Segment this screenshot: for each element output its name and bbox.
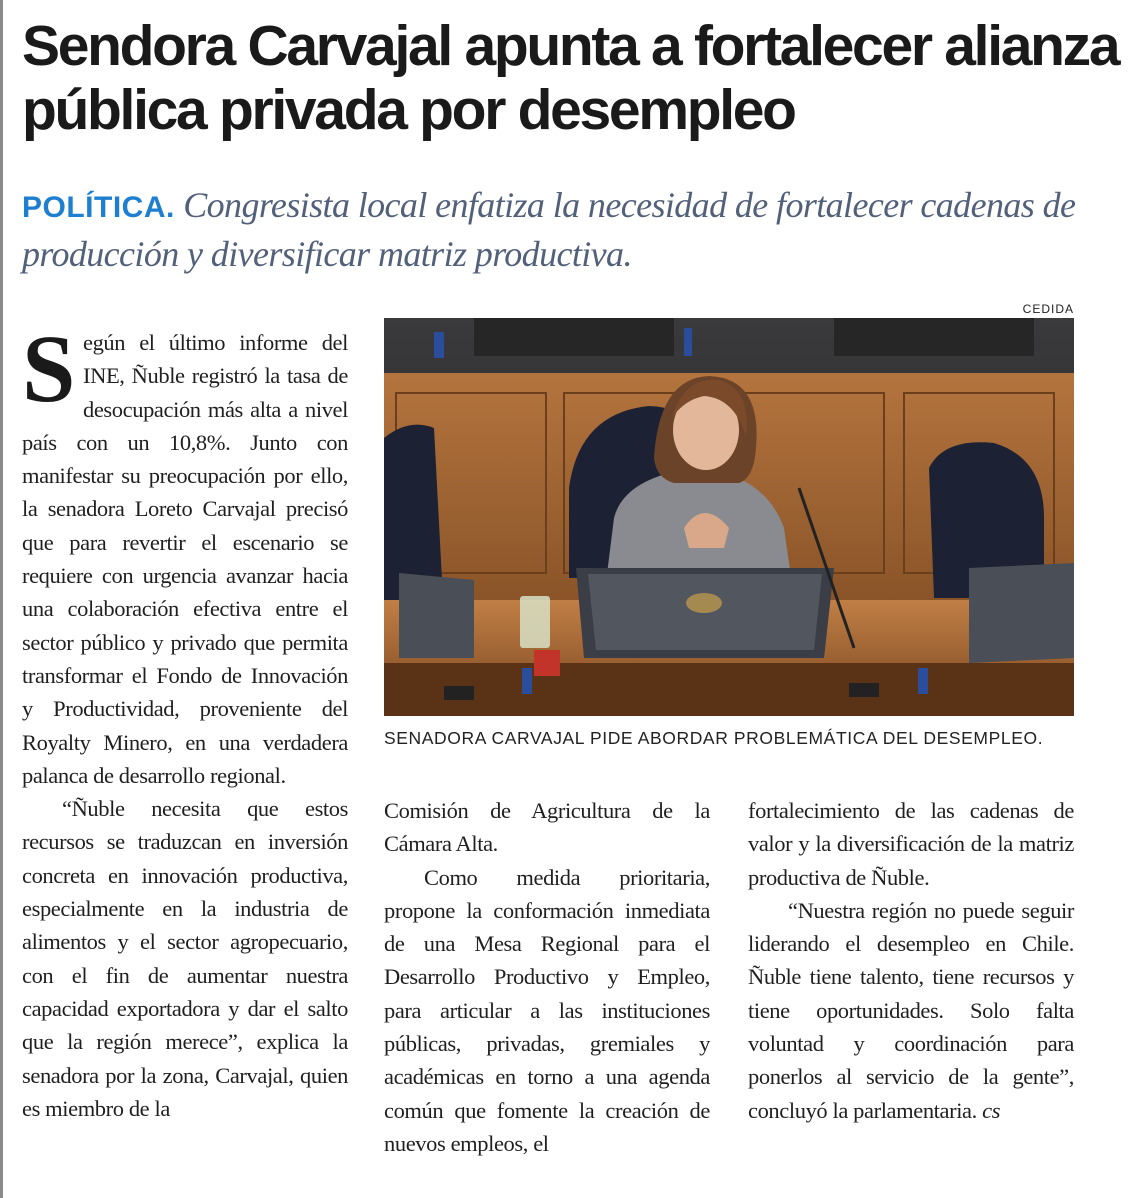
photo-caption: SENADORA CARVAJAL PIDE ABORDAR PROBLEMÁTICA DEL DESEMPLEO.	[384, 728, 1044, 748]
deck	[22, 182, 1122, 277]
end-mark: cs	[982, 1097, 1001, 1123]
body-column-3	[748, 794, 1074, 1127]
paragraph-text: “Nuestra región no puede seguir liderando el desempleo en Chile. Ñuble tiene talento, tiene recursos y tiene oportunidades. Solo falta voluntad y coordinación para ponerlos al servicio de la gente”, concluyó la parlamentaria.	[748, 897, 1074, 1123]
body-column-2	[384, 794, 710, 1160]
paragraph: Comisión de Agricultura de la Cámara Alta.	[384, 798, 710, 857]
photo-credit: CEDIDA	[1022, 302, 1074, 316]
paragraph	[748, 894, 1074, 1127]
paragraph: fortalecimiento de las cadenas de valor y la diversificación de la matriz productiva de Ñuble.	[748, 798, 1074, 890]
paragraph-text: egún el último informe del INE, Ñuble registró la tasa de desocupación más alta a nivel país con un 10,8%. Junto con manifestar su preocupación por ello, la senadora Loreto Carvajal precisó que para revertir el escenario se requiere con urgencia avanzar hacia una colaboración efectiva entre el sector público y privado que permita transformar el Fondo de Innovación y Productividad, proveniente del Royalty Minero, en una verdadera palanca de desarrollo regional.	[22, 330, 348, 788]
section-kicker: POLÍTICA.	[22, 191, 175, 224]
article-photo	[384, 318, 1074, 716]
page-edge-rule	[0, 0, 3, 1198]
paragraph: Como medida prioritaria, propone la conformación inmediata de una Mesa Regional para el Desarrollo Productivo y Empleo, para articular a las instituciones públicas, privadas, gremiales y académicas en torno a una agenda común que fomente la creación de nuevos empleos, el	[384, 864, 710, 1156]
paragraph	[22, 315, 348, 792]
paragraph: “Ñuble necesita que estos recursos se traduzcan en inversión concreta en innovación productiva, especialmente en la industria de alimentos y el sector agropecuario, con el fin de aumentar nuestra capacidad exportadora y dar el salto que la región merece”, explica la senadora por la zona, Carvajal, quien es miembro de la	[22, 796, 348, 1121]
drop-cap: S	[22, 315, 75, 422]
deck-text: Congresista local enfatiza la necesidad de fortalecer cadenas de producción y diversificar matriz productiva.	[22, 185, 1076, 274]
senate-photo-illustration	[384, 318, 1074, 716]
headline: Sendora Carvajal apunta a fortalecer alianza pública privada por desempleo	[22, 14, 1119, 142]
body-column-1	[22, 315, 348, 1125]
